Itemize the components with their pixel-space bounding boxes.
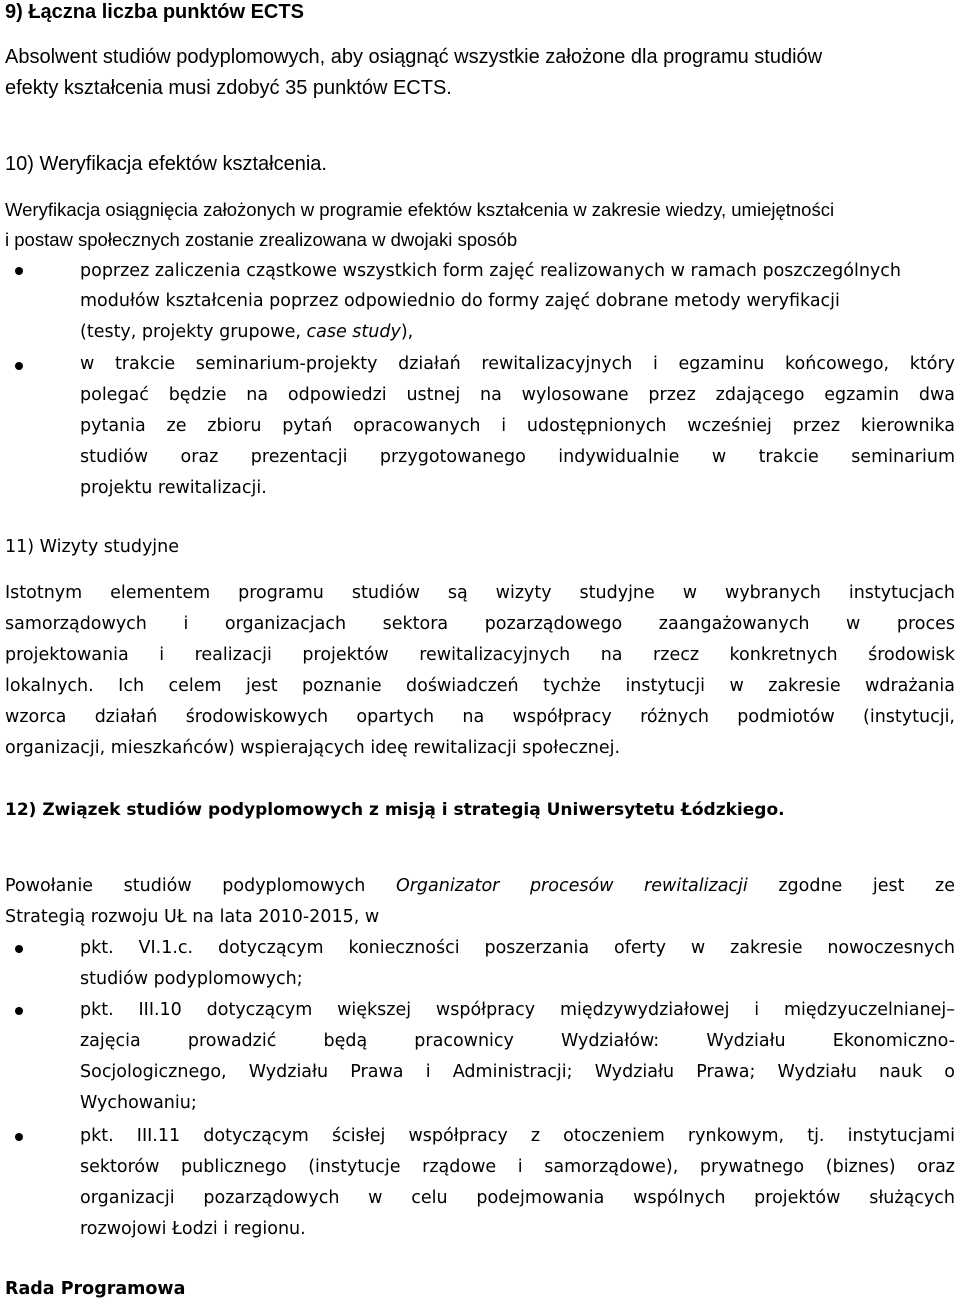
section-11-paragraph-line: wzorca działań środowiskowych opartych na współpracy różnych podmiotów (instytucji,: [5, 707, 955, 727]
section-11-paragraph-line: projektowania i realizacji projektów rewitalizacyjnych na rzecz konkretnych środowisk: [5, 645, 955, 665]
section-9-paragraph-line: efekty kształcenia musi zdobyć 35 punktów ECTS.: [5, 77, 452, 99]
bullet-text-line: pkt. III.11 dotyczącym ścisłej współpracy z otoczeniem rynkowym, tj. instytucjami: [80, 1126, 955, 1146]
bullet-text-line: projektu rewitalizacji.: [80, 478, 267, 498]
bullet-dot: [15, 1007, 23, 1015]
section-9-paragraph-line: Absolwent studiów podyplomowych, aby osiągnąć wszystkie założone dla programu studiów: [5, 46, 823, 68]
bullet-dot: [15, 267, 23, 275]
section-12-intro-line: Powołanie studiów podyplomowych Organizator procesów rewitalizacji zgodne jest ze: [5, 876, 956, 896]
section-10-heading: 10) Weryfikacja efektów kształcenia.: [5, 153, 327, 175]
bullet-text-line: Wychowaniu;: [80, 1093, 197, 1113]
bullet-text-line: sektorów publicznego (instytucje rządowe i samorządowe), prywatnego (biznes) oraz: [80, 1157, 955, 1177]
bullet-text-line: modułów kształcenia poprzez odpowiednio do formy zajęć dobrane metody weryfikacji: [80, 291, 840, 311]
bullet-text-line: (testy, projekty grupowe, case study),: [80, 322, 414, 342]
bullet-dot: [15, 945, 23, 953]
bullet-text-line: pkt. VI.1.c. dotyczącym konieczności poszerzania oferty w zakresie nowoczesnych: [80, 938, 955, 958]
bullet-text-line: polegać będzie na odpowiedzi ustnej na wylosowane przez zdającego egzamin dwa: [80, 385, 955, 405]
bullet-text-line: poprzez zaliczenia cząstkowe wszystkich form zajęć realizowanych w ramach poszczególnych: [80, 261, 901, 281]
section-9-heading: 9) Łączna liczba punktów ECTS: [5, 1, 304, 23]
section-10-intro-line: i postaw społecznych zostanie zrealizowana w dwojaki sposób: [5, 229, 518, 250]
section-12-intro-line: Strategią rozwoju UŁ na lata 2010-2015, w: [5, 907, 380, 927]
bullet-text-line: studiów podyplomowych;: [80, 969, 303, 989]
bullet-text-line: organizacji pozarządowych w celu podejmowania wspólnych projektów służących: [80, 1188, 955, 1208]
section-11-heading: 11) Wizyty studyjne: [5, 537, 180, 557]
bullet-dot: [15, 1133, 23, 1141]
bullet-text-line: w trakcie seminarium-projekty działań rewitalizacyjnych i egzaminu końcowego, który: [80, 354, 955, 374]
bullet-text-line: Socjologicznego, Wydziału Prawa i Administracji; Wydziału Prawa; Wydziału nauk o: [80, 1062, 955, 1082]
section-11-paragraph-line: organizacji, mieszkańców) wspierających ideę rewitalizacji społecznej.: [5, 738, 621, 758]
rada-programowa-heading: Rada Programowa: [5, 1279, 186, 1299]
bullet-text-line: zajęcia prowadzić będą pracownicy Wydziałów: Wydziału Ekonomiczno-: [80, 1031, 955, 1051]
bullet-text-line: studiów oraz prezentacji przygotowanego indywidualnie w trakcie seminarium: [80, 447, 955, 467]
bullet-text-line: rozwojowi Łodzi i regionu.: [80, 1219, 306, 1239]
bullet-text-line: pkt. III.10 dotyczącym większej współpracy międzywydziałowej i międzyuczelnianej–: [80, 1000, 955, 1020]
section-11-paragraph-line: lokalnych. Ich celem jest poznanie doświadczeń tychże instytucji w zakresie wdrażania: [5, 676, 955, 696]
section-12-heading: 12) Związek studiów podyplomowych z misją i strategią Uniwersytetu Łódzkiego.: [5, 800, 785, 820]
section-10-intro-line: Weryfikacja osiągnięcia założonych w programie efektów kształcenia w zakresie wiedzy, umiejętności: [5, 199, 835, 220]
section-11-paragraph-line: samorządowych i organizacjach sektora pozarządowego zaangażowanych w proces: [5, 614, 955, 634]
bullet-dot: [15, 362, 23, 370]
section-11-paragraph-line: Istotnym elementem programu studiów są wizyty studyjne w wybranych instytucjach: [5, 583, 955, 603]
bullet-text-line: pytania ze zbioru pytań opracowanych i udostępnionych wcześniej przez kierownika: [80, 416, 955, 436]
